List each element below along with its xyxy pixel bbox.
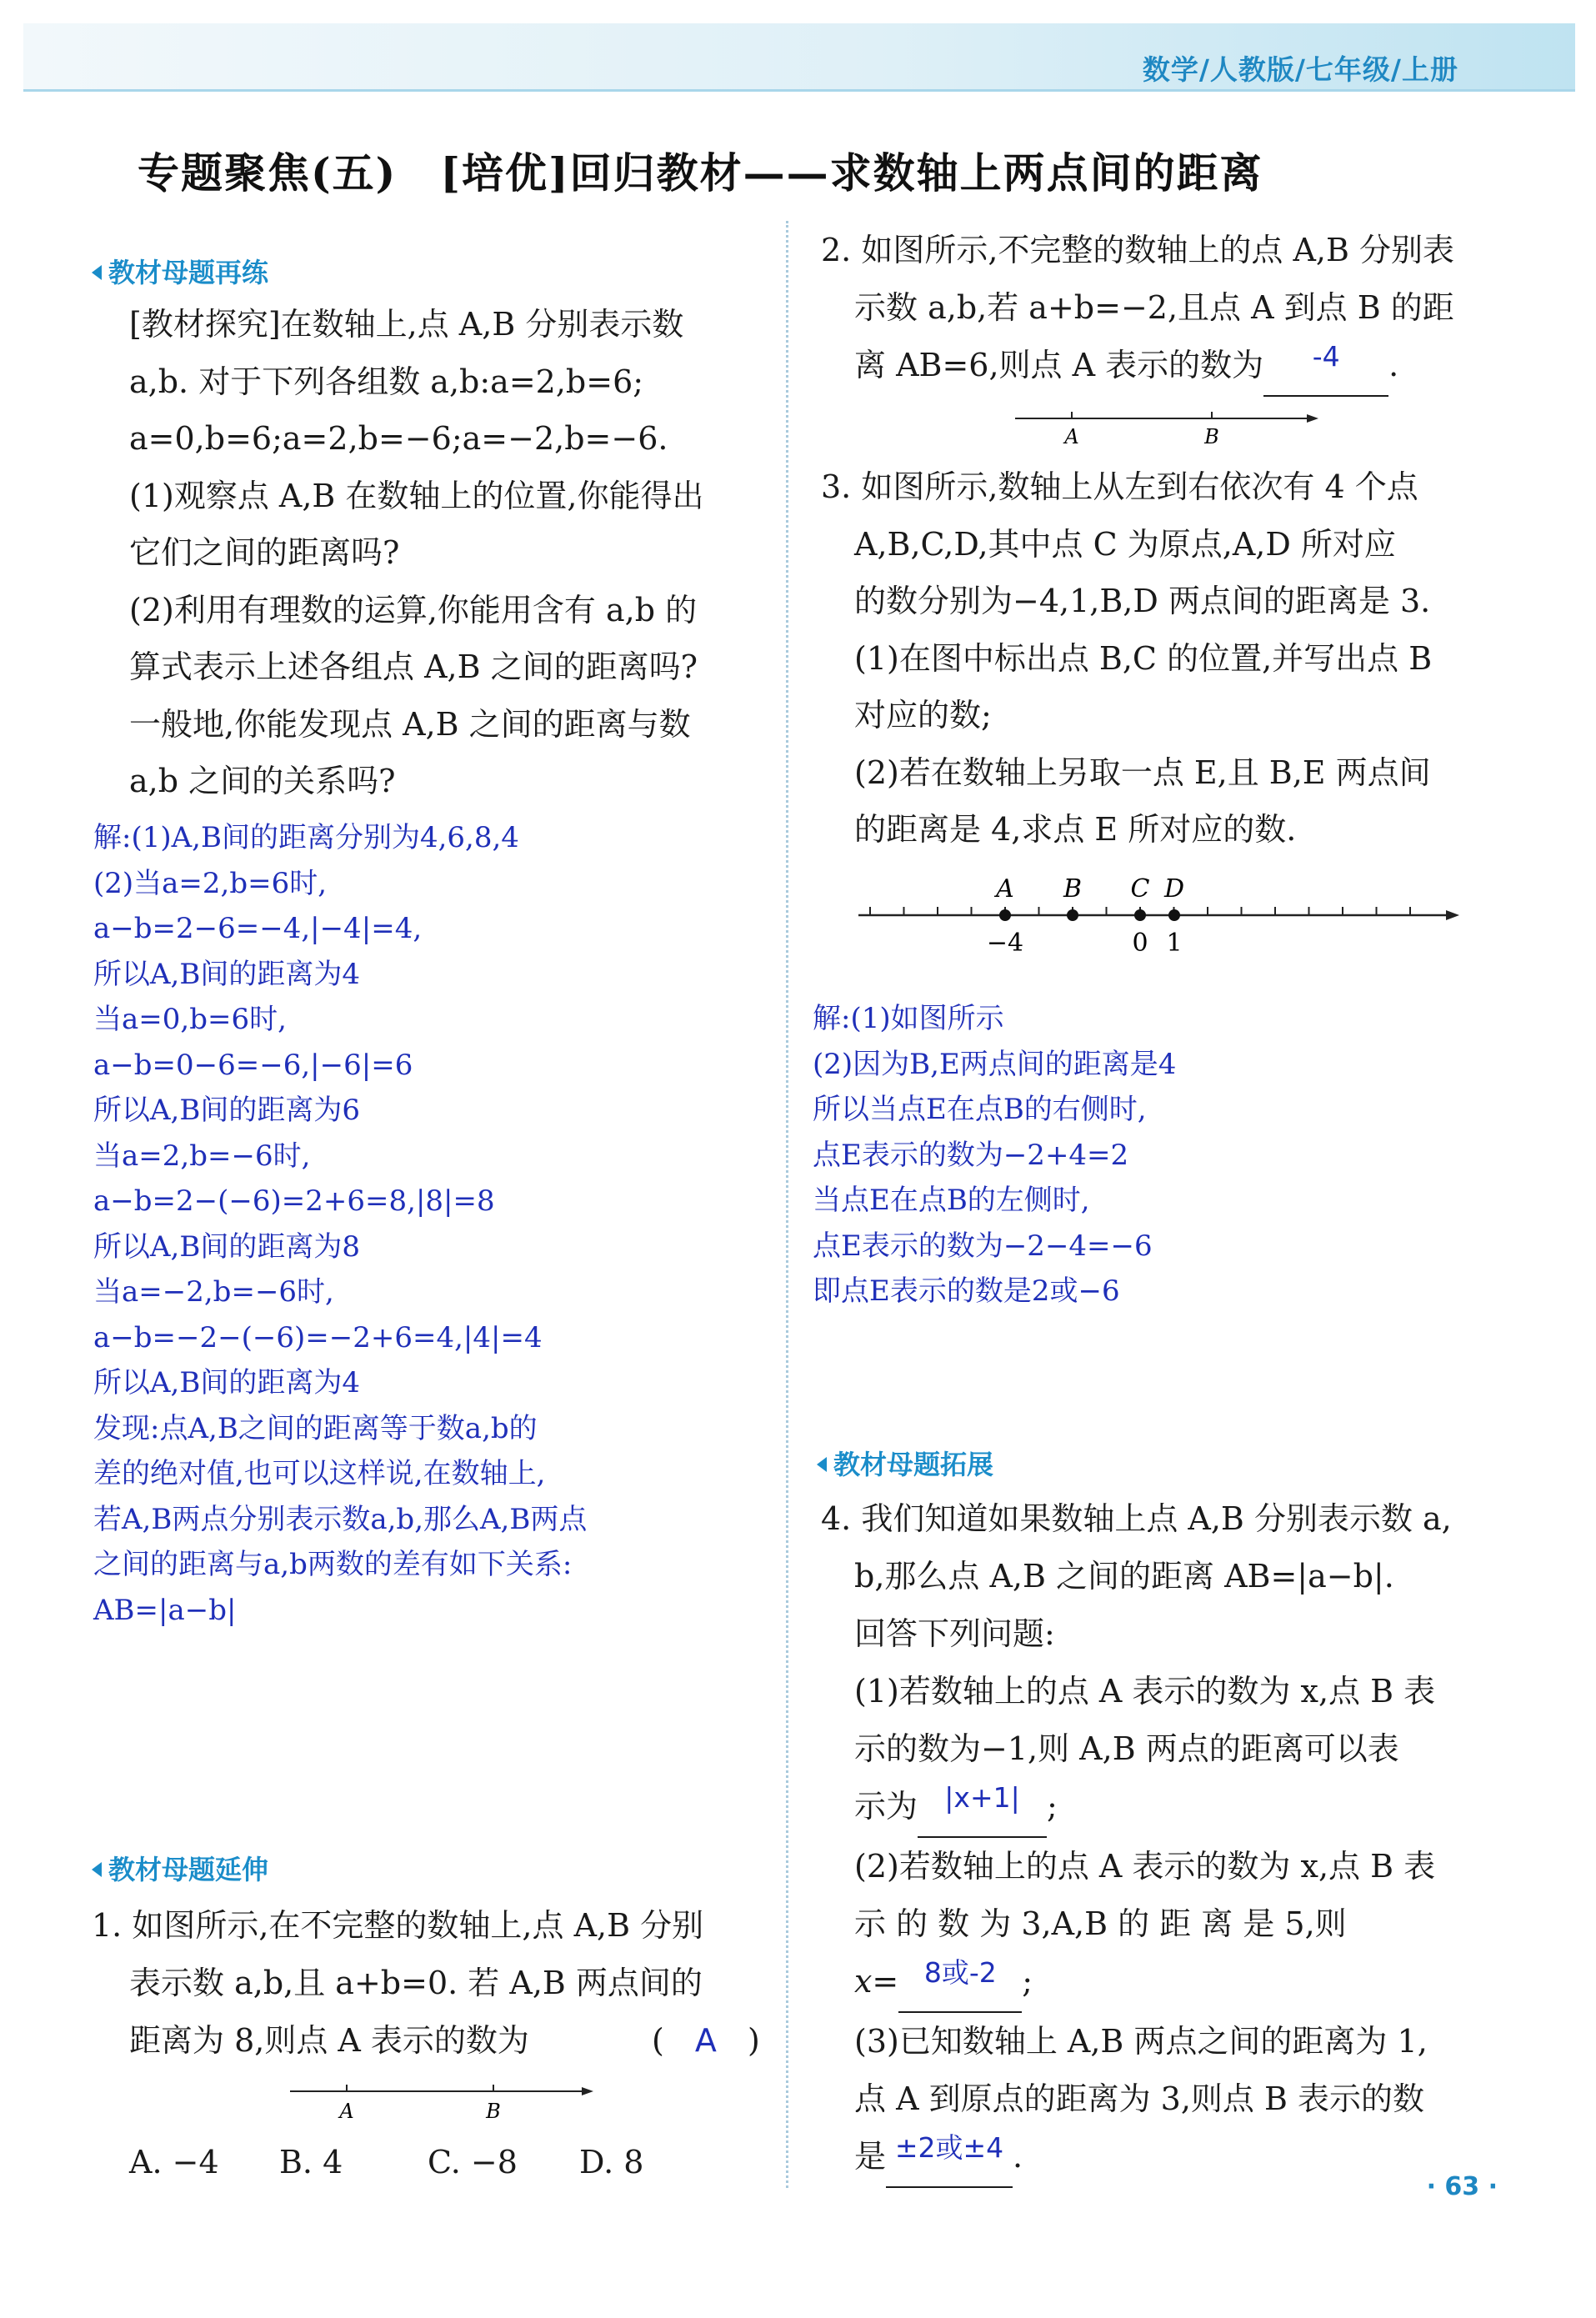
- text-line: [教材探究]在数轴上,点 A,B 分别表示数: [129, 306, 684, 343]
- paren-close: ): [748, 2022, 760, 2059]
- point-label-b: B: [486, 2100, 501, 2123]
- solution-line: 之间的距离与a,b两数的差有如下关系:: [93, 1548, 573, 1581]
- point-label-a: A: [1064, 425, 1079, 448]
- text-line: (2)利用有理数的运算,你能用含有 a,b 的: [129, 591, 698, 628]
- text-line: 的距离是 4,求点 E 所对应的数.: [854, 811, 1297, 848]
- question-4-text: [821, 1490, 1452, 2188]
- question-1-text: [92, 1897, 703, 2070]
- solution-line: a−b=−2−(−6)=−2+6=4,|4|=4: [93, 1320, 543, 1354]
- text-line: 2. 如图所示,不完整的数轴上的点 A,B 分别表: [821, 232, 1455, 268]
- header-label: 数学/人教版/七年级/上册: [1142, 53, 1458, 86]
- text-line: A,B,C,D,其中点 C 为原点,A,D 所对应: [854, 525, 1396, 563]
- question-4-answer-3: ±2或±4: [894, 2131, 1004, 2164]
- explore-text: [129, 296, 704, 810]
- section-heading-practice: 教材母题再练: [92, 252, 268, 290]
- text-line: 示的数为−1,则 A,B 两点的距离可以表: [854, 1730, 1399, 1767]
- point-d: [1168, 909, 1180, 921]
- solution-line: 差的绝对值,也可以这样说,在数轴上,: [93, 1457, 546, 1490]
- section-heading-extend: 教材母题延伸: [92, 1849, 268, 1887]
- text-line: 的数分别为−4,1,B,D 两点间的距离是 3.: [854, 583, 1431, 619]
- text-line: 离 AB=6,则点 A 表示的数为 -4 .: [821, 337, 1454, 397]
- solution-line: (2)当a=2,b=6时,: [93, 866, 328, 900]
- page-title: 专题聚焦(五) [培优]回归教材——求数轴上两点间的距离: [138, 148, 1263, 198]
- q3-number-line: [854, 867, 1463, 959]
- text-line: 示 的 数 为 3,A,B 的 距 离 是 5,则: [854, 1905, 1347, 1942]
- solution-line: 发现:点A,B之间的距离等于数a,b的: [93, 1411, 538, 1445]
- solution-line: 解:(1)A,B间的距离分别为4,6,8,4: [93, 821, 519, 854]
- text-line: 它们之间的距离吗?: [129, 534, 400, 571]
- letter-d: D: [1163, 874, 1185, 904]
- number-1: 1: [1166, 929, 1183, 958]
- text-line: 对应的数;: [854, 697, 992, 733]
- paren-open: (: [652, 2022, 664, 2059]
- solution-line: a−b=2−6=−4,|−4|=4,: [93, 912, 423, 945]
- question-3-solution: [813, 996, 1176, 1314]
- section-heading-expand: 教材母题拓展: [817, 1444, 993, 1482]
- point-b: [1067, 909, 1078, 921]
- triangle-icon: [92, 1862, 102, 1877]
- solution-line: 所以A,B间的距离为6: [93, 1094, 360, 1127]
- answer-blank: [1263, 337, 1388, 397]
- solution-line: 所以A,B间的距离为8: [93, 1229, 360, 1264]
- solution-line: 所以当点E在点B的右侧时,: [813, 1093, 1147, 1126]
- solution-line: AB=|a−b|: [93, 1593, 237, 1627]
- text-line: 表示数 a,b,且 a+b=0. 若 A,B 两点间的: [129, 1965, 703, 2001]
- question-2-text: [821, 222, 1454, 397]
- page-number: · 63 ·: [1426, 2172, 1498, 2201]
- q1-number-line: [283, 2080, 600, 2130]
- question-1-answer: A: [694, 2022, 717, 2059]
- question-4-answer-2: 8或-2: [923, 1956, 997, 1989]
- solution-line: (2)因为B,E两点间的距离是4: [813, 1047, 1177, 1081]
- solution-line: 当点E在点B的左侧时,: [813, 1184, 1090, 1217]
- option-c[interactable]: C. −8: [428, 2144, 518, 2180]
- question-2-answer: -4: [1312, 340, 1340, 373]
- solution-line: 当a=0,b=6时,: [93, 1003, 287, 1036]
- letter-b: B: [1063, 874, 1083, 904]
- text-line: 示数 a,b,若 a+b=−2,且点 A 到点 B 的距: [854, 289, 1454, 326]
- number-minus-4: −4: [986, 929, 1024, 958]
- explore-solution: [93, 815, 587, 1633]
- text-line: 是 ±2或±4 .: [821, 2128, 1452, 2188]
- point-c: [1134, 909, 1146, 921]
- text-line: (2)若在数轴上另取一点 E,且 B,E 两点间: [854, 753, 1431, 791]
- solution-line: a−b=0−6=−6,|−6|=6: [93, 1048, 413, 1082]
- text-line: a,b 之间的关系吗?: [129, 763, 396, 799]
- letter-a: A: [996, 874, 1014, 904]
- question-1-choice: [652, 2012, 760, 2070]
- text-line: x= 8或-2 ;: [821, 1953, 1452, 2013]
- solution-line: 点E表示的数为−2+4=2: [813, 1138, 1129, 1172]
- text-line: 3. 如图所示,数轴上从左到右依次有 4 个点: [821, 468, 1418, 505]
- text-line: 回答下列问题:: [854, 1615, 1055, 1652]
- text-line: (1)观察点 A,B 在数轴上的位置,你能得出: [129, 477, 704, 514]
- text-line: 示为 |x+1| ;: [821, 1778, 1452, 1838]
- answer-blank-2: [898, 1953, 1022, 2013]
- axis-arrow: [582, 2087, 593, 2095]
- text-line: (1)在图中标出点 B,C 的位置,并写出点 B: [854, 639, 1433, 677]
- question-4-answer-1: |x+1|: [944, 1781, 1020, 1814]
- letter-c: C: [1130, 874, 1150, 904]
- text-line: 算式表示上述各组点 A,B 之间的距离吗?: [129, 648, 698, 685]
- text-line: (2)若数轴上的点 A 表示的数为 x,点 B 表: [854, 1848, 1436, 1885]
- option-d[interactable]: D. 8: [579, 2144, 644, 2180]
- solution-line: 解:(1)如图所示: [813, 1002, 1004, 1035]
- answer-blank-1: [918, 1778, 1047, 1838]
- number-0: 0: [1132, 929, 1148, 958]
- option-a[interactable]: A. −4: [129, 2144, 219, 2180]
- point-a: [999, 909, 1011, 921]
- point-label-b: B: [1204, 425, 1219, 448]
- solution-line: 当a=2,b=−6时,: [93, 1139, 311, 1173]
- solution-line: a−b=2−(−6)=2+6=8,|8|=8: [93, 1184, 495, 1218]
- text-line: a,b. 对于下列各组数 a,b:a=2,b=6;: [129, 363, 644, 400]
- solution-line: 点E表示的数为−2−4=−6: [813, 1229, 1153, 1263]
- triangle-icon: [92, 265, 102, 280]
- solution-line: 所以A,B间的距离为4: [93, 957, 360, 991]
- text-line: 一般地,你能发现点 A,B 之间的距离与数: [129, 705, 691, 743]
- text-line: a=0,b=6;a=2,b=−6;a=−2,b=−6.: [129, 420, 668, 457]
- axis-arrow: [1307, 414, 1318, 423]
- axis-arrow: [1446, 910, 1459, 920]
- text-line: 距离为 8,则点 A 表示的数为: [129, 2022, 529, 2059]
- solution-line: 即点E表示的数是2或−6: [813, 1274, 1120, 1308]
- solution-line: 若A,B两点分别表示数a,b,那么A,B两点: [93, 1502, 588, 1536]
- point-label-a: A: [339, 2100, 354, 2123]
- question-3-text: [821, 458, 1432, 859]
- column-divider: [786, 221, 788, 2188]
- text-line: 点 A 到原点的距离为 3,则点 B 表示的数: [854, 2080, 1425, 2117]
- option-b[interactable]: B. 4: [279, 2144, 343, 2180]
- text-line: 1. 如图所示,在不完整的数轴上,点 A,B 分别: [92, 1907, 704, 1944]
- text-line: (3)已知数轴上 A,B 两点之间的距离为 1,: [854, 2023, 1428, 2060]
- text-line: 4. 我们知道如果数轴上点 A,B 分别表示数 a,: [821, 1500, 1452, 1537]
- text-line: (1)若数轴上的点 A 表示的数为 x,点 B 表: [854, 1673, 1436, 1710]
- triangle-icon: [817, 1457, 827, 1472]
- solution-line: 当a=−2,b=−6时,: [93, 1275, 334, 1309]
- text-line: b,那么点 A,B 之间的距离 AB=|a−b|.: [854, 1558, 1394, 1595]
- solution-line: 所以A,B间的距离为4: [93, 1366, 360, 1399]
- answer-blank-3: [886, 2128, 1013, 2188]
- q2-number-line: [1008, 407, 1325, 457]
